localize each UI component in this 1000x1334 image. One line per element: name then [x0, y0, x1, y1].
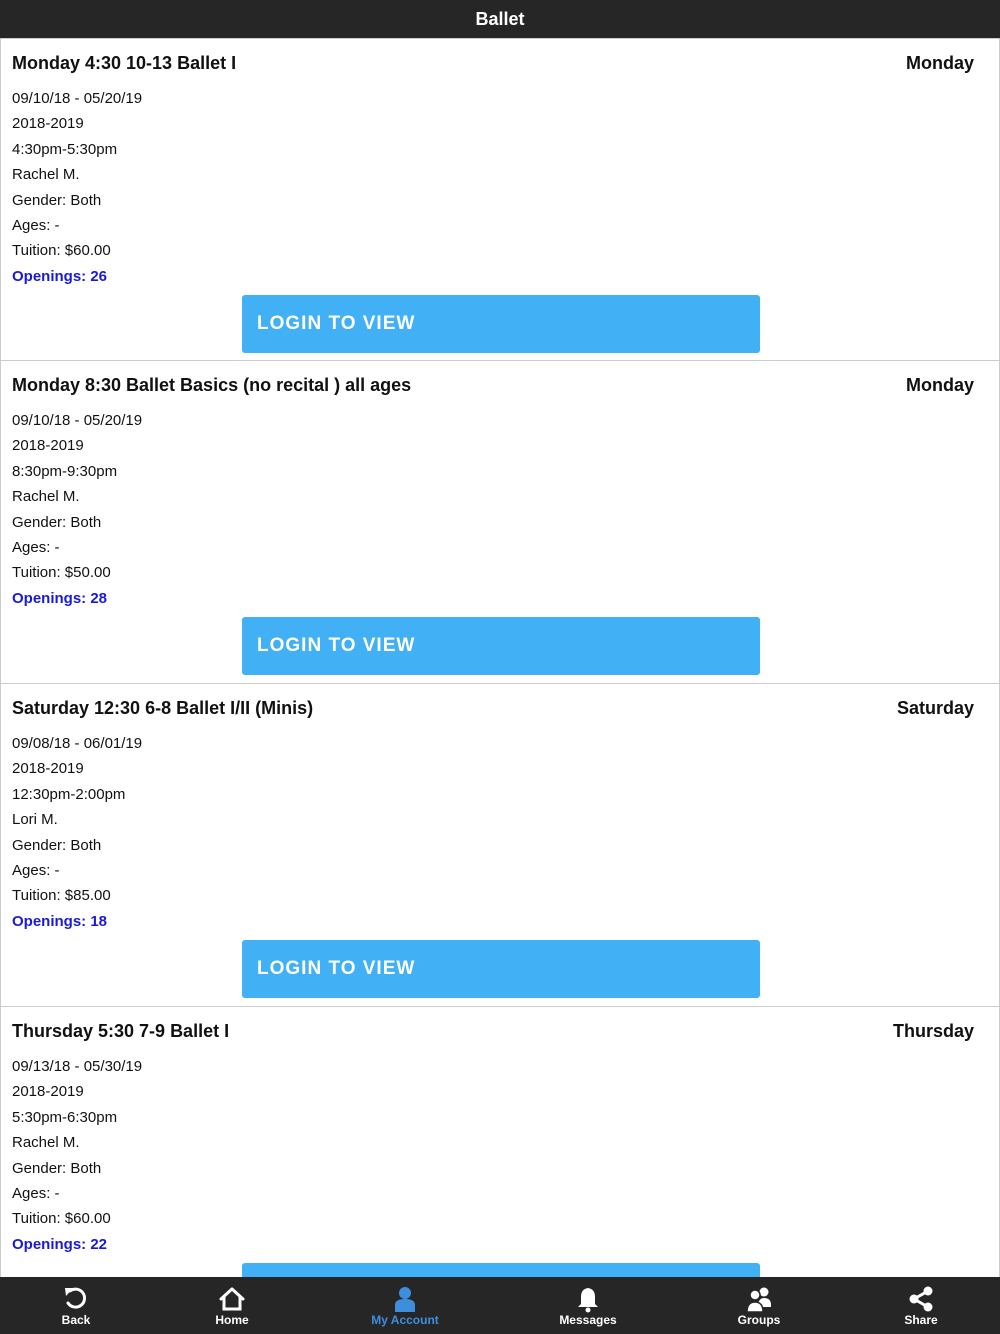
- class-instructor: Rachel M.: [12, 166, 80, 184]
- tab-share[interactable]: [866, 1277, 976, 1334]
- group-icon: [745, 1285, 773, 1313]
- person-icon: [391, 1285, 419, 1313]
- class-dates: 09/13/18 - 05/30/19: [12, 1058, 143, 1075]
- class-time: 8:30pm-9:30pm: [12, 462, 118, 480]
- tab-my-account-label: My Account: [371, 1313, 439, 1327]
- class-instructor: Rachel M.: [12, 1134, 80, 1152]
- class-title: Thursday 5:30 7-9 Ballet I: [12, 1021, 230, 1041]
- class-gender: Gender: Both: [12, 191, 102, 209]
- class-tuition: Tuition: $60.00: [12, 1210, 111, 1228]
- tab-messages-label: Messages: [559, 1313, 617, 1327]
- class-openings: Openings: 26: [12, 267, 108, 285]
- back-arrow-icon: [62, 1285, 90, 1313]
- class-time: 4:30pm-5:30pm: [12, 140, 118, 158]
- class-dates: 09/10/18 - 05/20/19: [12, 412, 143, 429]
- class-season: 2018-2019: [12, 115, 84, 133]
- class-instructor: Lori M.: [12, 811, 58, 829]
- class-tuition: Tuition: $60.00: [12, 242, 111, 260]
- class-gender: Gender: Both: [12, 513, 102, 531]
- class-season: 2018-2019: [12, 1083, 84, 1101]
- tab-back-label: Back: [61, 1313, 91, 1327]
- class-card: [0, 38, 1000, 361]
- class-openings: Openings: 22: [12, 1235, 108, 1253]
- class-openings: Openings: 18: [12, 912, 108, 930]
- app-header: [0, 0, 1000, 38]
- page-title: Ballet: [475, 8, 525, 29]
- class-gender: Gender: Both: [12, 836, 102, 854]
- class-ages: Ages: -: [12, 216, 60, 234]
- class-tuition: Tuition: $85.00: [12, 887, 111, 905]
- class-day: Monday: [905, 375, 974, 395]
- tab-bar: [0, 1277, 1000, 1334]
- login-to-view-button[interactable]: LOGIN TO VIEW: [242, 617, 760, 675]
- class-season: 2018-2019: [12, 437, 84, 455]
- tab-my-account[interactable]: [350, 1277, 460, 1334]
- class-ages: Ages: -: [12, 861, 60, 879]
- class-ages: Ages: -: [12, 1184, 60, 1202]
- class-card: [0, 361, 1000, 684]
- tab-messages[interactable]: [533, 1277, 643, 1334]
- class-title: Saturday 12:30 6-8 Ballet I/II (Minis): [12, 698, 314, 718]
- home-icon: [218, 1285, 246, 1313]
- class-time: 5:30pm-6:30pm: [12, 1108, 118, 1126]
- class-gender: Gender: Both: [12, 1159, 102, 1177]
- class-card: [0, 684, 1000, 1007]
- tab-back[interactable]: [21, 1277, 131, 1334]
- bell-icon: [574, 1285, 602, 1313]
- class-title: Monday 4:30 10-13 Ballet I: [12, 53, 237, 73]
- login-to-view-button[interactable]: LOGIN TO VIEW: [242, 940, 760, 998]
- class-instructor: Rachel M.: [12, 488, 80, 506]
- class-day: Monday: [905, 53, 974, 73]
- login-to-view-button[interactable]: LOGIN TO VIEW: [242, 295, 760, 353]
- class-ages: Ages: -: [12, 538, 60, 556]
- class-tuition: Tuition: $50.00: [12, 564, 111, 582]
- tab-groups-label: Groups: [737, 1313, 781, 1327]
- tab-home-label: Home: [215, 1313, 249, 1327]
- class-day: Saturday: [896, 698, 974, 718]
- tab-home[interactable]: [177, 1277, 287, 1334]
- class-time: 12:30pm-2:00pm: [12, 785, 126, 803]
- class-day: Thursday: [892, 1021, 974, 1041]
- class-dates: 09/10/18 - 05/20/19: [12, 90, 143, 107]
- share-icon: [907, 1285, 935, 1313]
- class-openings: Openings: 28: [12, 589, 108, 607]
- tab-share-label: Share: [904, 1313, 938, 1327]
- class-title: Monday 8:30 Ballet Basics (no recital ) all ages: [12, 375, 412, 395]
- class-list[interactable]: [0, 38, 1000, 1277]
- class-season: 2018-2019: [12, 760, 84, 778]
- tab-groups[interactable]: [704, 1277, 814, 1334]
- class-dates: 09/08/18 - 06/01/19: [12, 735, 143, 752]
